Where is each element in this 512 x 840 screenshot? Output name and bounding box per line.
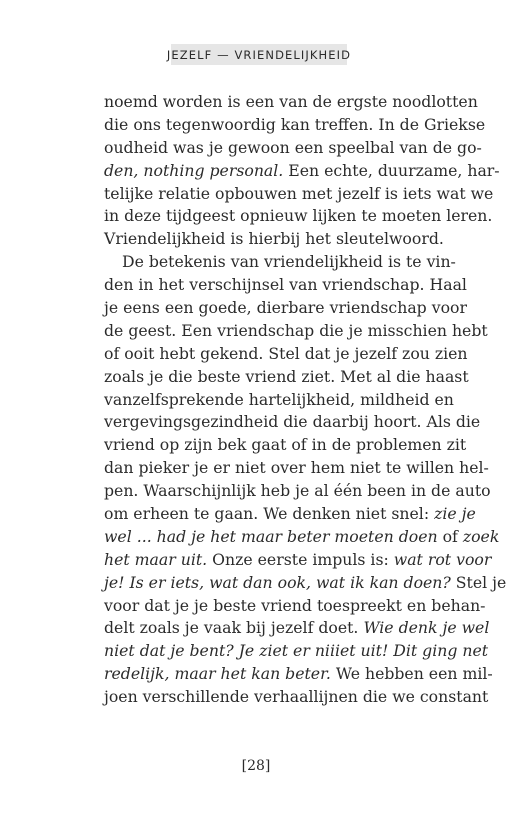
text-line: delt zoals je vaak bij jezelf doet. Wie denk je wel: [104, 618, 490, 638]
text-line: joen verschillende verhaallijnen die we constant: [104, 687, 489, 707]
text-line: De betekenis van vriendelijkheid is te vin-: [122, 252, 456, 272]
text-line: noemd worden is een van de ergste noodlotten: [104, 92, 478, 111]
text-line: je eens een goede, dierbare vriendschap voor: [104, 298, 467, 318]
text-line: telijke relatie opbouwen met jezelf is iets wat we: [104, 183, 494, 203]
text-line: den, nothing personal. Een echte, duurzame, har-: [104, 160, 500, 180]
text-line: de geest. Een vriendschap die je misschien hebt: [104, 320, 488, 340]
text-line: zoals je die beste vriend ziet. Met al die haast: [104, 366, 469, 386]
text-line: vanzelfsprekende hartelijkheid, mildheid en: [104, 389, 454, 409]
page-number: [28]: [241, 758, 271, 774]
text-line: wel ... had je het maar beter moeten doen of zoek: [104, 526, 500, 546]
text-line: den in het verschijnsel van vriendschap. Haal: [104, 275, 467, 295]
running-header: [166, 44, 352, 65]
text-line: dan pieker je er niet over hem niet te willen hel-: [104, 458, 489, 478]
text-line: om erheen te gaan. We denken niet snel: zie je: [104, 504, 476, 524]
text-line: Vriendelijkheid is hierbij het sleutelwoord.: [104, 229, 444, 249]
text-line: pen. Waarschijnlijk heb je al één been in de auto: [104, 481, 491, 501]
text-line: vriend op zijn bek gaat of in de problemen zit: [104, 435, 467, 455]
text-line: die ons tegenwoordig kan treffen. In de Griekse: [104, 114, 486, 134]
text-line: je! Is er iets, wat dan ook, wat ik kan doen? Stel je: [104, 572, 507, 592]
text-line: in deze tijdgeest opnieuw lijken te moeten leren.: [104, 206, 493, 226]
running-title: JEZELF — VRIENDELIJKHEID: [166, 47, 352, 62]
body-text: [104, 91, 507, 709]
text-line: voor dat je je beste vriend toespreekt en behan-: [104, 595, 486, 615]
text-line: oudheid was je gewoon een speelbal van de go-: [104, 137, 482, 157]
text-line: niet dat je bent? Je ziet er niiiet uit! Dit ging net: [104, 641, 489, 661]
text-line: redelijk, maar het kan beter. We hebben een mil-: [104, 664, 493, 684]
text-line: of ooit hebt gekend. Stel dat je jezelf zou zien: [104, 343, 468, 363]
text-line: vergevingsgezindheid die daarbij hoort. Als die: [104, 412, 481, 432]
text-line: het maar uit. Onze eerste impuls is: wat rot voor: [104, 549, 492, 569]
